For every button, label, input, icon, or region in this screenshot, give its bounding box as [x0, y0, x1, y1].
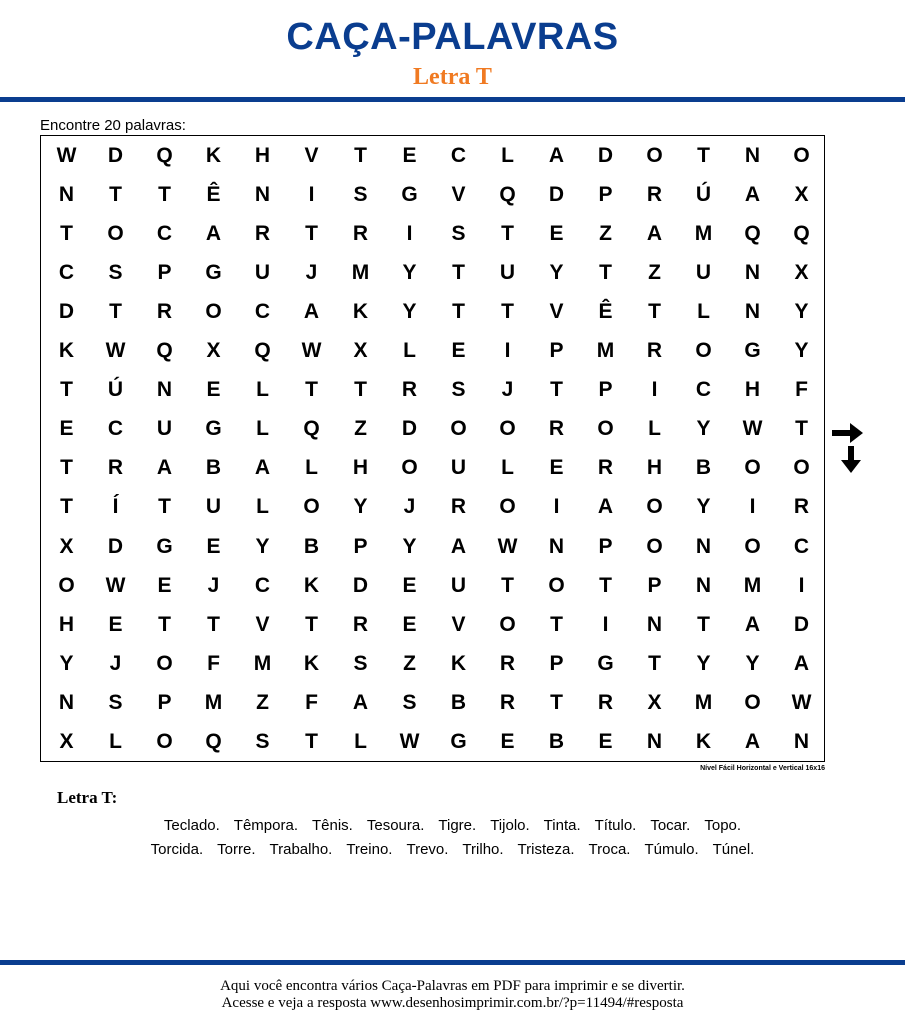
grid-cell: S: [108, 690, 123, 714]
grid-cell: T: [60, 456, 73, 480]
grid-cell: B: [303, 534, 320, 558]
grid-cell: F: [305, 690, 318, 714]
grid-cell: U: [254, 261, 271, 285]
grid-cell: C: [793, 534, 810, 558]
grid-cell: U: [450, 573, 467, 597]
grid-cell: A: [793, 651, 810, 675]
grid-cell: K: [352, 300, 369, 324]
grid-cell: R: [450, 495, 467, 519]
grid-cell: I: [553, 495, 560, 519]
grid-cell: P: [647, 573, 662, 597]
grid-cell: Q: [254, 339, 271, 363]
grid-cell: M: [694, 690, 713, 714]
word-list-item: Tocar.: [650, 817, 691, 834]
grid-cell: Z: [354, 417, 367, 441]
grid-cell: T: [60, 495, 73, 519]
grid-cell: P: [353, 534, 368, 558]
grid-cell: X: [59, 534, 74, 558]
grid-cell: A: [744, 729, 761, 753]
word-list-row-2: [0, 841, 905, 858]
bottom-divider: [0, 960, 905, 965]
grid-cell: G: [450, 729, 467, 753]
grid-cell: R: [646, 339, 663, 363]
grid-cell: N: [646, 612, 663, 636]
grid-cell: N: [548, 534, 565, 558]
grid-cell: Q: [156, 144, 173, 167]
grid-cell: T: [305, 378, 318, 402]
grid-cell: Ú: [107, 378, 124, 402]
grid-cell: Ú: [695, 183, 712, 207]
grid-cell: H: [352, 456, 369, 480]
grid-cell: N: [695, 573, 712, 597]
grid-cell: N: [156, 378, 173, 402]
grid-cell: T: [305, 729, 318, 753]
grid-cell: W: [105, 573, 126, 597]
grid-cell: W: [742, 417, 763, 441]
grid-cell: R: [793, 495, 810, 519]
grid-cell: D: [597, 144, 614, 167]
grid-cell: O: [744, 456, 761, 480]
grid-cell: O: [744, 690, 761, 714]
level-note: Nível Fácil Horizontal e Vertical 16x16: [700, 765, 825, 772]
word-list-item: Túnel.: [712, 841, 755, 858]
grid-cell: N: [744, 144, 761, 167]
grid-cell: L: [501, 144, 514, 167]
grid-cell: S: [108, 261, 123, 285]
word-list-item: Teclado.: [163, 817, 220, 834]
grid-cell: B: [548, 729, 565, 753]
grid-cell: R: [352, 222, 369, 246]
grid-cell: T: [550, 612, 563, 636]
grid-cell: U: [695, 261, 712, 285]
grid-cell: D: [107, 534, 124, 558]
grid-cell: W: [105, 339, 126, 363]
grid-cell: L: [501, 456, 514, 480]
grid-cell: C: [254, 300, 271, 324]
grid-cell: L: [354, 729, 367, 753]
grid-cell: A: [548, 144, 565, 167]
grid-cell: M: [743, 573, 762, 597]
grid-cell: Y: [696, 651, 711, 675]
grid-cell: T: [109, 300, 122, 324]
grid-cell: B: [205, 456, 222, 480]
grid-cell: U: [499, 261, 516, 285]
grid-cell: T: [697, 612, 710, 636]
grid-cell: K: [205, 144, 222, 167]
grid-cell: V: [255, 612, 270, 636]
footer-line-1: Aqui você encontra vários Caça-Palavras em PDF para imprimir e se divertir.: [220, 978, 685, 994]
grid-cell: F: [795, 378, 808, 402]
top-divider: [0, 97, 905, 102]
grid-cell: X: [794, 261, 809, 285]
grid-cell: X: [59, 729, 74, 753]
grid-cell: I: [406, 222, 413, 246]
grid-cell: A: [352, 690, 369, 714]
grid-cell: Y: [402, 534, 417, 558]
grid-cell: U: [156, 417, 173, 441]
grid-cell: Y: [745, 651, 760, 675]
grid-cell: E: [59, 417, 74, 441]
grid-cell: W: [791, 690, 812, 714]
grid-cell: M: [596, 339, 615, 363]
grid-cell: T: [207, 612, 220, 636]
grid-cell: P: [157, 261, 172, 285]
grid-cell: V: [451, 612, 466, 636]
grid-cell: U: [205, 495, 222, 519]
grid-cell: Q: [793, 222, 810, 246]
grid-cell: L: [256, 495, 269, 519]
grid-cell: X: [206, 339, 221, 363]
grid-cell: T: [305, 222, 318, 246]
grid-cell: P: [598, 534, 613, 558]
grid-cell: A: [646, 222, 663, 246]
word-list-item: Trilho.: [462, 841, 504, 858]
grid-cell: T: [158, 183, 171, 207]
grid-cell: N: [646, 729, 663, 753]
word-list-item: Topo.: [704, 817, 742, 834]
grid-cell: R: [499, 690, 516, 714]
grid-cell: O: [793, 456, 810, 480]
grid-cell: T: [109, 183, 122, 207]
grid-cell: R: [646, 183, 663, 207]
grid-cell: T: [158, 495, 171, 519]
grid-cell: T: [305, 612, 318, 636]
word-list-item: Tigre.: [438, 817, 477, 834]
word-list-item: Tijolo.: [490, 817, 530, 834]
grid-cell: D: [793, 612, 810, 636]
grid-cell: O: [597, 417, 614, 441]
grid-cell: T: [158, 612, 171, 636]
grid-cell: P: [157, 690, 172, 714]
grid-cell: N: [254, 183, 271, 207]
word-list-item: Tesoura.: [366, 817, 425, 834]
grid-cell: O: [646, 534, 663, 558]
grid-cell: Y: [696, 417, 711, 441]
grid-cell: I: [308, 183, 315, 207]
word-list-item: Treino.: [346, 841, 393, 858]
page-subtitle: Letra T: [413, 64, 492, 90]
grid-cell: T: [60, 378, 73, 402]
word-list-item: Trabalho.: [269, 841, 333, 858]
grid-cell: L: [697, 300, 710, 324]
grid-cell: J: [403, 495, 416, 519]
grid-cell: E: [598, 729, 613, 753]
grid-cell: G: [597, 651, 614, 675]
grid-cell: A: [450, 534, 467, 558]
grid-cell: Z: [403, 651, 416, 675]
grid-cell: P: [549, 651, 564, 675]
grid-cell: Y: [353, 495, 368, 519]
grid-cell: J: [207, 573, 220, 597]
grid-cell: R: [597, 456, 614, 480]
page-title: CAÇA-PALAVRAS: [286, 16, 619, 58]
grid-cell: D: [548, 183, 565, 207]
word-list-item: Tênis.: [312, 817, 353, 834]
grid-cell: S: [353, 183, 368, 207]
grid-cell: A: [205, 222, 222, 246]
grid-cell: V: [549, 300, 564, 324]
grid-cell: R: [352, 612, 369, 636]
grid-cell: T: [354, 378, 367, 402]
grid-cell: Q: [303, 417, 320, 441]
grid-cell: I: [749, 495, 756, 519]
grid-cell: O: [548, 573, 565, 597]
grid-cell: W: [301, 339, 322, 363]
word-list-item: Trevo.: [406, 841, 449, 858]
grid-cell: B: [450, 690, 467, 714]
grid-cell: H: [254, 144, 271, 167]
grid-cell: E: [500, 729, 515, 753]
word-list-item: Túmulo.: [644, 841, 699, 858]
grid-cell: T: [648, 651, 661, 675]
grid-cell: A: [156, 456, 173, 480]
grid-cell: Q: [156, 339, 173, 363]
grid-cell: S: [255, 729, 270, 753]
grid-cell: L: [256, 378, 269, 402]
grid-cell: L: [109, 729, 122, 753]
grid-cell: C: [156, 222, 173, 246]
grid-cell: Y: [59, 651, 74, 675]
grid-cell: Y: [549, 261, 564, 285]
grid-cell: X: [647, 690, 662, 714]
grid-cell: Y: [402, 261, 417, 285]
grid-cell: Q: [499, 183, 516, 207]
grid-cell: D: [352, 573, 369, 597]
grid-cell: O: [646, 495, 663, 519]
grid-cell: S: [451, 222, 466, 246]
grid-cell: K: [695, 729, 712, 753]
grid-cell: W: [56, 144, 77, 167]
grid-cell: X: [794, 183, 809, 207]
grid-cell: P: [598, 378, 613, 402]
grid-cell: E: [402, 612, 417, 636]
grid-cell: T: [599, 573, 612, 597]
grid-cell: E: [402, 573, 417, 597]
grid-cell: I: [602, 612, 609, 636]
grid-cell: I: [798, 573, 805, 597]
grid-cell: Í: [112, 495, 119, 519]
grid-cell: E: [402, 144, 417, 167]
grid-cell: S: [402, 690, 417, 714]
grid-cell: E: [206, 534, 221, 558]
grid-cell: R: [548, 417, 565, 441]
grid-cell: K: [450, 651, 467, 675]
grid-cell: Z: [648, 261, 661, 285]
grid-cell: M: [351, 261, 370, 285]
grid-cell: N: [793, 729, 810, 753]
grid-cell: N: [744, 261, 761, 285]
grid-cell: G: [205, 261, 222, 285]
grid-cell: E: [451, 339, 466, 363]
grid-cell: O: [499, 495, 516, 519]
grid-cell: T: [452, 300, 465, 324]
grid-cell: M: [204, 690, 223, 714]
grid-cell: X: [353, 339, 368, 363]
grid-cell: W: [497, 534, 518, 558]
grid-cell: R: [499, 651, 516, 675]
grid-cell: T: [550, 378, 563, 402]
grid-cell: Ê: [206, 183, 221, 207]
word-list-item: Tristeza.: [517, 841, 575, 858]
grid-cell: S: [451, 378, 466, 402]
grid-cell: Z: [256, 690, 269, 714]
grid-cell: N: [58, 690, 75, 714]
grid-cell: D: [58, 300, 75, 324]
grid-cell: Q: [205, 729, 222, 753]
grid-cell: L: [403, 339, 416, 363]
grid-cell: Y: [794, 300, 809, 324]
instructions-text: Encontre 20 palavras:: [40, 117, 186, 134]
grid-cell: R: [156, 300, 173, 324]
word-list-item: Tinta.: [543, 817, 581, 834]
grid-cell: I: [504, 339, 511, 363]
grid-cell: O: [499, 417, 516, 441]
grid-cell: J: [305, 261, 318, 285]
grid-cell: N: [695, 534, 712, 558]
grid-cell: T: [501, 222, 514, 246]
grid-cell: T: [354, 144, 367, 167]
grid-cell: Y: [696, 495, 711, 519]
word-list-item: Torre.: [217, 841, 256, 858]
grid-cell: O: [695, 339, 712, 363]
grid-cell: B: [695, 456, 712, 480]
grid-cell: C: [254, 573, 271, 597]
word-list-row-1: [0, 817, 905, 834]
grid-cell: R: [107, 456, 124, 480]
grid-cell: Z: [599, 222, 612, 246]
grid-cell: O: [793, 144, 810, 167]
grid-cell: O: [450, 417, 467, 441]
grid-cell: O: [401, 456, 418, 480]
grid-cell: V: [451, 183, 466, 207]
arrow-down-icon: [834, 444, 868, 478]
grid-cell: E: [157, 573, 172, 597]
grid-cell: C: [58, 261, 75, 285]
grid-cell: T: [648, 300, 661, 324]
grid-cell: L: [256, 417, 269, 441]
grid-cell: Y: [402, 300, 417, 324]
grid-cell: A: [744, 612, 761, 636]
grid-cell: T: [501, 573, 514, 597]
grid-cell: A: [303, 300, 320, 324]
grid-cell: G: [401, 183, 418, 207]
grid-cell: Q: [744, 222, 761, 246]
grid-cell: Ê: [598, 300, 613, 324]
grid-cell: T: [60, 222, 73, 246]
grid-cell: M: [253, 651, 272, 675]
grid-cell: O: [58, 573, 75, 597]
grid-cell: K: [303, 651, 320, 675]
grid-cell: C: [695, 378, 712, 402]
grid-cell: C: [107, 417, 124, 441]
grid-cell: O: [156, 729, 173, 753]
grid-cell: U: [450, 456, 467, 480]
grid-cell: T: [599, 261, 612, 285]
grid-cell: Y: [794, 339, 809, 363]
grid-cell: F: [207, 651, 220, 675]
grid-cell: C: [450, 144, 467, 167]
grid-cell: G: [156, 534, 173, 558]
word-search-grid: [40, 135, 825, 762]
word-list-item: Título.: [594, 817, 637, 834]
grid-cell: E: [549, 456, 564, 480]
grid-cell: E: [206, 378, 221, 402]
grid-cell: J: [109, 651, 122, 675]
grid-cell: L: [648, 417, 661, 441]
grid-cell: O: [646, 144, 663, 167]
grid-cell: E: [108, 612, 123, 636]
grid-cell: S: [353, 651, 368, 675]
grid-cell: O: [303, 495, 320, 519]
grid-cell: M: [694, 222, 713, 246]
grid-cell: A: [254, 456, 271, 480]
grid-cell: L: [305, 456, 318, 480]
grid-cell: O: [156, 651, 173, 675]
grid-cell: K: [303, 573, 320, 597]
word-list-item: Torcida.: [150, 841, 204, 858]
grid-cell: T: [550, 690, 563, 714]
grid-cell: D: [107, 144, 124, 167]
grid-cell: K: [58, 339, 75, 363]
grid-cell: R: [254, 222, 271, 246]
grid-cell: Y: [255, 534, 270, 558]
grid-cell: G: [205, 417, 222, 441]
grid-cell: E: [549, 222, 564, 246]
grid-cell: A: [744, 183, 761, 207]
grid-cell: P: [549, 339, 564, 363]
grid-cell: O: [744, 534, 761, 558]
word-list-item: Troca.: [588, 841, 631, 858]
grid-cell: I: [651, 378, 658, 402]
grid-cell: O: [205, 300, 222, 324]
grid-cell: N: [744, 300, 761, 324]
grid-cell: G: [744, 339, 761, 363]
word-list-title: Letra T:: [57, 788, 118, 807]
grid-cell: T: [795, 417, 808, 441]
grid-cell: H: [646, 456, 663, 480]
grid-cell: R: [401, 378, 418, 402]
grid-cell: H: [58, 612, 75, 636]
grid-cell: J: [501, 378, 514, 402]
grid-cell: R: [597, 690, 614, 714]
grid-cell: O: [499, 612, 516, 636]
footer-line-2: Acesse e veja a resposta www.desenhosimprimir.com.br/?p=11494/#resposta: [221, 995, 684, 1011]
grid-cell: H: [744, 378, 761, 402]
word-list-item: Têmpora.: [233, 817, 298, 834]
grid-cell: T: [697, 144, 710, 167]
grid-cell: T: [501, 300, 514, 324]
grid-cell: T: [452, 261, 465, 285]
grid-cell: N: [58, 183, 75, 207]
grid-cell: W: [399, 729, 420, 753]
grid-cell: A: [597, 495, 614, 519]
grid-cell: D: [401, 417, 418, 441]
grid-cell: P: [598, 183, 613, 207]
grid-cell: O: [107, 222, 124, 246]
grid-cell: V: [304, 144, 319, 167]
